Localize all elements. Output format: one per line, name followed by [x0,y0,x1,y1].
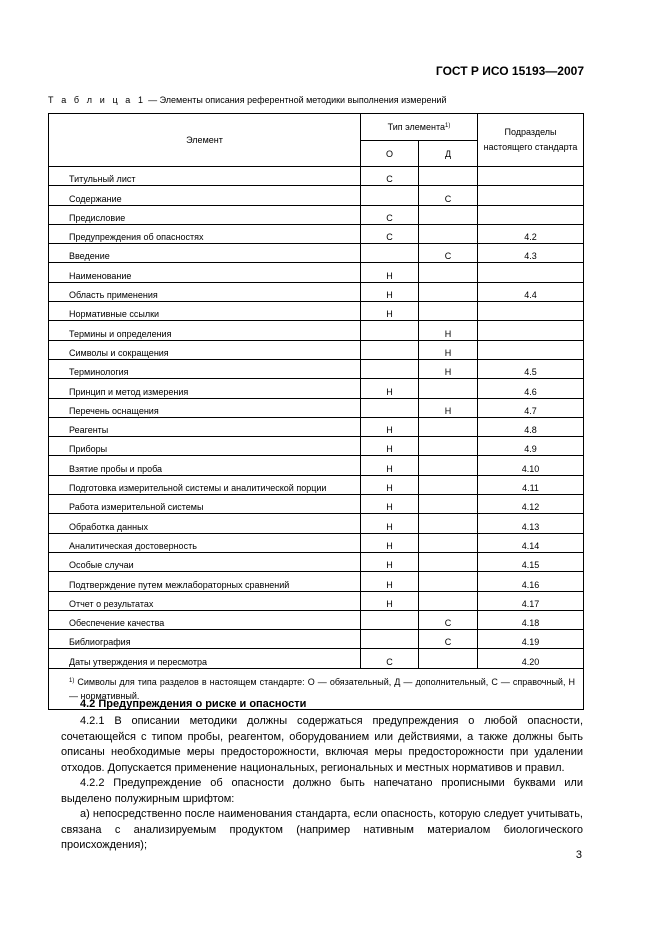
row-type-d [419,302,478,321]
table-row [49,533,584,552]
table-row [49,244,584,263]
row-element: Обработка данных [49,514,361,533]
row-subsection: 4.3 [478,244,584,263]
row-element: Перечень оснащения [49,398,361,417]
row-element: Символы и сокращения [49,340,361,359]
row-type-d [419,205,478,224]
table-row [49,224,584,243]
elements-table [48,113,584,710]
row-type-d: С [419,610,478,629]
row-subsection: 4.13 [478,514,584,533]
table-caption-prefix: Т а б л и ц а 1 [48,95,146,105]
row-type-d [419,572,478,591]
table-row [49,205,584,224]
row-type-d [419,649,478,668]
table-row [49,572,584,591]
row-subsection [478,340,584,359]
row-subsection: 4.8 [478,417,584,436]
table-row [49,398,584,417]
row-type-o: Н [361,379,419,398]
row-subsection: 4.10 [478,456,584,475]
row-type-d [419,282,478,301]
row-subsection [478,167,584,186]
row-element: Нормативные ссылки [49,302,361,321]
table-footnote-text: Символы для типа разделов в настоящем стандарте: О — обязательный, Д — дополнительный, С — справочный, Н — нормативный. [69,676,576,701]
row-type-o: Н [361,552,419,571]
paragraph-4-2-2: 4.2.2 Предупреждение об опасности должно быть напечатано прописными буквами или выделено полужирным шрифтом: [61,777,583,805]
row-element: Титульный лист [49,167,361,186]
table-row [49,417,584,436]
row-element: Библиография [49,630,361,649]
row-type-d [419,533,478,552]
row-element: Подготовка измерительной системы и аналитической порции [49,475,361,494]
table-row [49,495,584,514]
row-type-o: С [361,224,419,243]
row-type-d: С [419,244,478,263]
row-type-d [419,437,478,456]
row-type-o: Н [361,533,419,552]
row-subsection [478,302,584,321]
row-element: Область применения [49,282,361,301]
paragraph-4-2-2-a: а) непосредственно после наименования стандарта, если опасность, которую следует учитывать, связана с анализируемым продуктом (например нативным материалом биологического происхождения); [61,808,583,851]
row-element: Особые случаи [49,552,361,571]
header-element-type-label: Тип элемента [387,122,446,132]
row-type-o: С [361,205,419,224]
row-type-d [419,379,478,398]
row-type-o [361,340,419,359]
row-type-d: С [419,630,478,649]
row-type-o [361,186,419,205]
row-type-o [361,630,419,649]
row-type-o: Н [361,475,419,494]
row-type-o: Н [361,282,419,301]
row-type-o: Н [361,514,419,533]
row-subsection: 4.15 [478,552,584,571]
header-subsections [478,114,584,167]
row-type-d [419,495,478,514]
row-element: Принцип и метод измерения [49,379,361,398]
row-element: Предупреждения об опасностях [49,224,361,243]
table-row [49,379,584,398]
row-type-o: Н [361,591,419,610]
header-element: Элемент [49,114,361,167]
row-type-o: Н [361,572,419,591]
header-d: Д [419,141,478,167]
row-subsection: 4.4 [478,282,584,301]
row-type-d [419,591,478,610]
paragraph-4-2-1: 4.2.1 В описании методики должны содержаться предупреждения о любой опасности, сочетающейся с типом пробы, реагентом, оборудованием или действиями, а также должны быть описаны необходимые меры предосторожности, включая меры предосторожности при удалении отходов. Допускается применение национальных, региональных и местных нормативов и правил. [61,715,583,774]
table-row [49,514,584,533]
row-type-o [361,398,419,417]
table-row [49,610,584,629]
row-type-d: Н [419,321,478,340]
row-element: Работа измерительной системы [49,495,361,514]
row-subsection: 4.19 [478,630,584,649]
row-element: Введение [49,244,361,263]
row-subsection: 4.20 [478,649,584,668]
row-type-o [361,359,419,378]
table-row [49,340,584,359]
table-row [49,263,584,282]
row-subsection [478,321,584,340]
table-row [49,630,584,649]
table-row [49,456,584,475]
row-type-d [419,417,478,436]
row-subsection: 4.7 [478,398,584,417]
row-type-o: С [361,649,419,668]
row-subsection: 4.2 [478,224,584,243]
section-title: 4.2 Предупреждения о риске и опасности [80,698,307,710]
row-type-d [419,224,478,243]
row-type-d [419,167,478,186]
document-number: ГОСТ Р ИСО 15193—2007 [435,64,584,78]
table-caption [48,95,446,105]
row-element: Отчет о результатах [49,591,361,610]
row-subsection: 4.5 [478,359,584,378]
table-row [49,591,584,610]
table-row [49,437,584,456]
table-row [49,552,584,571]
table-row [49,359,584,378]
row-type-d [419,456,478,475]
table-row [49,321,584,340]
row-element: Реагенты [49,417,361,436]
page-number: 3 [575,849,582,861]
row-element: Обеспечение качества [49,610,361,629]
row-type-o: Н [361,456,419,475]
row-subsection: 4.12 [478,495,584,514]
row-type-o [361,244,419,263]
row-subsection: 4.17 [478,591,584,610]
row-type-o: Н [361,417,419,436]
row-type-d: Н [419,340,478,359]
row-subsection: 4.14 [478,533,584,552]
row-type-o: Н [361,437,419,456]
table-row [49,282,584,301]
header-element-type [361,114,478,141]
row-subsection [478,263,584,282]
table-row [49,475,584,494]
table-row [49,186,584,205]
row-type-o: Н [361,495,419,514]
header-element-type-footnote-mark: 1) [445,123,451,129]
row-type-o: Н [361,263,419,282]
row-element: Предисловие [49,205,361,224]
row-element: Подтверждение путем межлабораторных сравнений [49,572,361,591]
header-subsections-line2: настоящего стандарта [483,142,578,152]
row-type-o [361,321,419,340]
row-type-d [419,552,478,571]
row-type-d [419,475,478,494]
table-footnote-mark: 1) [69,677,75,684]
row-subsection: 4.16 [478,572,584,591]
row-type-o: Н [361,302,419,321]
row-subsection: 4.11 [478,475,584,494]
row-subsection: 4.9 [478,437,584,456]
row-type-d: Н [419,359,478,378]
row-type-o: С [361,167,419,186]
table-row [49,302,584,321]
row-subsection: 4.18 [478,610,584,629]
row-type-d [419,514,478,533]
table-caption-text: — Элементы описания референтной методики выполнения измерений [145,95,447,105]
row-element: Термины и определения [49,321,361,340]
row-subsection [478,186,584,205]
row-type-d: С [419,186,478,205]
row-type-o [361,610,419,629]
row-element: Приборы [49,437,361,456]
row-element: Терминология [49,359,361,378]
table-row [49,649,584,668]
header-subsections-line1: Подразделы [504,127,557,137]
row-element: Взятие пробы и проба [49,456,361,475]
row-subsection: 4.6 [478,379,584,398]
table-row [49,167,584,186]
row-element: Содержание [49,186,361,205]
row-element: Наименование [49,263,361,282]
row-element: Даты утверждения и пересмотра [49,649,361,668]
row-type-d: Н [419,398,478,417]
row-element: Аналитическая достоверность [49,533,361,552]
row-type-d [419,263,478,282]
header-o: О [361,141,419,167]
row-subsection [478,205,584,224]
